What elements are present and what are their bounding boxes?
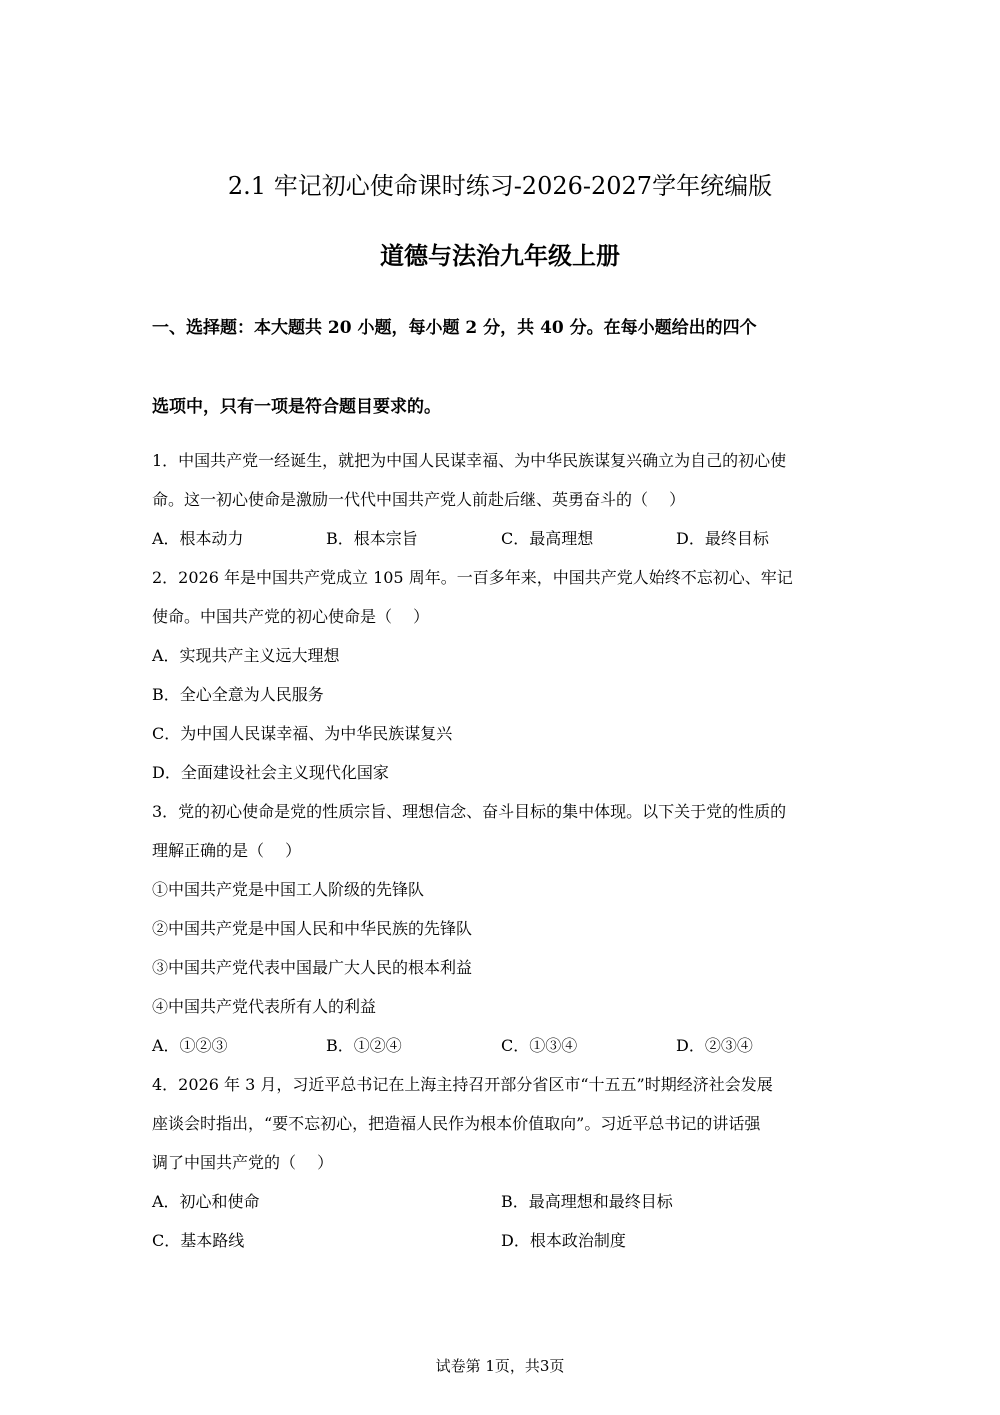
question-2-stem-line-2: 使命。中国共产党的初心使命是（ ）	[152, 607, 430, 626]
question-2-option-b: B．全心全意为人民服务	[152, 685, 324, 704]
question-3-statement-1: ①中国共产党是中国工人阶级的先锋队	[152, 880, 425, 899]
section-heading-line-2: 选项中，只有一项是符合题目要求的。	[152, 397, 441, 417]
question-3-option-b: B．①②④	[326, 1036, 402, 1055]
question-1-option-c: C．最高理想	[501, 529, 594, 548]
question-4-option-b: B．最高理想和最终目标	[501, 1192, 673, 1211]
question-4-stem-line-2: 座谈会时指出，“要不忘初心，把造福人民作为根本价值取向”。习近平总书记的讲话强	[152, 1114, 761, 1133]
question-1-stem-line-1: 1．中国共产党一经诞生，就把为中国人民谋幸福、为中华民族谋复兴确立为自己的初心使	[152, 451, 787, 470]
question-1-option-a: A．根本动力	[152, 529, 244, 548]
question-4-stem-line-3: 调了中国共产党的（ ）	[152, 1153, 334, 1172]
question-3-statement-3: ③中国共产党代表中国最广大人民的根本利益	[152, 958, 473, 977]
question-3-option-d: D．②③④	[676, 1036, 753, 1055]
question-2-option-c: C．为中国人民谋幸福、为中华民族谋复兴	[152, 724, 453, 743]
question-3-stem-line-2: 理解正确的是（ ）	[152, 841, 302, 860]
section-heading-line-1: 一、选择题：本大题共 20 小题，每小题 2 分，共 40 分。在每小题给出的四个	[152, 318, 757, 338]
document-title-line-2: 道德与法治九年级上册	[380, 241, 620, 270]
question-3-statement-4: ④中国共产党代表所有人的利益	[152, 997, 377, 1016]
document-title-line-1: 2.1 牢记初心使命课时练习-2026-2027学年统编版	[227, 172, 773, 200]
question-3-option-a: A．①②③	[152, 1036, 228, 1055]
question-3-stem-line-1: 3．党的初心使命是党的性质宗旨、理想信念、奋斗目标的集中体现。以下关于党的性质的	[152, 802, 787, 821]
question-1-option-d: D．最终目标	[676, 529, 769, 548]
question-4-stem-line-1: 4．2026 年 3 月，习近平总书记在上海主持召开部分省区市“十五五”时期经济社会发展	[152, 1075, 773, 1094]
page-footer: 试卷第 1页，共3页	[435, 1357, 565, 1375]
question-1-option-b: B．根本宗旨	[326, 529, 418, 548]
question-2-stem-line-1: 2．2026 年是中国共产党成立 105 周年。一百多年来，中国共产党人始终不忘初心、牢记	[152, 568, 793, 587]
question-3-statement-2: ②中国共产党是中国人民和中华民族的先锋队	[152, 919, 473, 938]
question-4-option-a: A．初心和使命	[152, 1192, 260, 1211]
question-1-stem-line-2: 命。这一初心使命是激励一代代中国共产党人前赴后继、英勇奋斗的（ ）	[152, 490, 686, 509]
question-3-option-c: C．①③④	[501, 1036, 578, 1055]
question-2-option-a: A．实现共产主义远大理想	[152, 646, 340, 665]
question-4-option-d: D．根本政治制度	[501, 1231, 626, 1250]
question-2-option-d: D．全面建设社会主义现代化国家	[152, 763, 389, 782]
question-4-option-c: C．基本路线	[152, 1231, 245, 1250]
